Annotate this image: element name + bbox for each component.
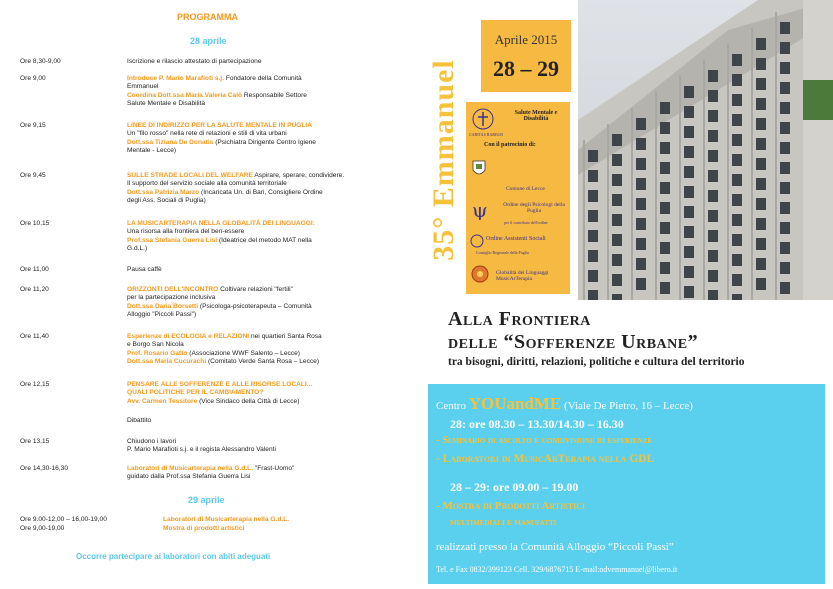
building-window — [588, 190, 598, 202]
building-window — [732, 134, 742, 146]
mostra-line: - Mostra di Prodotti Artistici — [436, 500, 586, 512]
title-box — [428, 300, 818, 376]
building-window — [660, 262, 670, 274]
program-time: Ore 9,00-19,00 — [20, 525, 65, 532]
title-line1: Alla Frontiera — [448, 308, 591, 330]
program-time: Ore 8,30-9,00 — [20, 58, 61, 65]
building-window — [612, 194, 622, 206]
multimediali-line: multimediali e manufatti — [450, 517, 557, 528]
speaker-highlight: LINEE DI INDIRIZZO PER LA SALUTE MENTALE IN PUGLIA — [127, 122, 312, 129]
building-window — [636, 218, 646, 230]
building-window — [756, 98, 766, 110]
speaker-highlight: Avv. Carmen Tessitore — [127, 397, 198, 405]
building-window — [708, 230, 718, 242]
seminario-line: - Seminario di ascolto e condivisione di esperienze — [436, 435, 652, 446]
building-window — [732, 154, 742, 166]
building-photo — [578, 0, 833, 300]
program-description — [163, 516, 383, 524]
speaker-highlight: Mostra di prodotti artistici — [163, 525, 245, 532]
line-text: Dibattito — [127, 417, 152, 424]
line-text: Il supporto del servizio sociale alla comunità territoriale — [127, 180, 287, 188]
building-window — [588, 290, 598, 300]
program-line — [127, 58, 377, 66]
program-line — [127, 389, 377, 397]
building-window — [612, 174, 622, 186]
program-line — [127, 294, 377, 302]
building-window — [780, 62, 790, 74]
building-window — [732, 54, 742, 66]
building-window — [780, 202, 790, 214]
program-description — [127, 122, 377, 155]
program-line — [127, 446, 377, 454]
building-window — [684, 126, 694, 138]
speaker-highlight: SULLE STRADE LOCALI DEL WELFARE — [127, 172, 253, 179]
building-window — [612, 254, 622, 266]
building-window — [732, 274, 742, 286]
building-window — [660, 142, 670, 154]
date-days: 28 – 29 — [493, 56, 559, 81]
program-time: Ore 13,15 — [20, 438, 50, 445]
building-window — [732, 114, 742, 126]
program-line — [127, 473, 377, 481]
program-line — [127, 100, 377, 108]
ordine-psicologi-label: Ordine degli Psicologi della Puglia — [503, 202, 565, 214]
building-window — [660, 222, 670, 234]
building-window — [660, 202, 670, 214]
building-window — [708, 270, 718, 282]
speaker-highlight: Dott.ssa Patrizia Marzo — [127, 188, 200, 196]
program-time: Ore 9,15 — [20, 122, 46, 129]
building-window — [636, 178, 646, 190]
program-time: Ore 9,45 — [20, 172, 46, 179]
line-text: Aspirare, sperare, condividere. — [252, 172, 345, 179]
program-heading: PROGRAMMA — [177, 12, 238, 22]
building-window — [708, 90, 718, 102]
line-text: guidato dalla Prof.ssa Stefania Guerra Lisi — [127, 473, 251, 481]
building-window — [708, 130, 718, 142]
line-text: Alloggio "Piccoli Passi") — [127, 310, 197, 318]
comune-crest-icon — [472, 160, 486, 178]
program-line — [127, 130, 377, 138]
building-window — [756, 178, 766, 190]
program-line — [127, 286, 377, 294]
program-line — [127, 197, 377, 205]
program-line — [127, 237, 377, 245]
caritas-logo-icon — [472, 106, 494, 132]
building-window — [636, 258, 646, 270]
line-text: (Associazione WWF Salento – Lecce) — [187, 349, 300, 357]
program-line — [127, 381, 377, 389]
program-line — [127, 465, 377, 473]
title-line2: delle “Sofferenze Urbane” — [448, 331, 699, 353]
building-window — [708, 250, 718, 262]
building-window — [708, 110, 718, 122]
line-text: Pausa caffè — [127, 266, 162, 273]
program-description — [127, 172, 377, 205]
building-window — [588, 170, 598, 182]
building-window — [732, 234, 742, 246]
line-text: (Psicologa-psicoterapeuta – Comunità — [198, 302, 312, 310]
line-text: (Incaricata Un. di Bari, Consigliere Ordine — [199, 188, 323, 196]
program-line — [127, 220, 377, 228]
line-text: Emmanuel — [127, 83, 159, 91]
line-text: "Frast-Uomo" — [253, 465, 295, 472]
building-window — [756, 238, 766, 250]
program-description — [127, 58, 377, 66]
building-window — [732, 174, 742, 186]
building-window — [780, 102, 790, 114]
building-window — [684, 106, 694, 118]
building-window — [684, 246, 694, 258]
speaker-highlight: QUALI POLITICHE PER IL CAMBIAMENTO? — [127, 389, 264, 397]
program-line — [127, 245, 377, 253]
building-window — [708, 170, 718, 182]
building-window — [756, 78, 766, 90]
building-window — [684, 286, 694, 298]
program-line — [127, 122, 377, 130]
contatti-line: Tel. e Fax 0832/399123 Cell. 329/6876715 E-mail:odvemmanuel@libero.it — [436, 565, 678, 574]
program-description — [127, 286, 377, 319]
building-window — [732, 194, 742, 206]
building-window — [636, 278, 646, 290]
program-line — [127, 266, 377, 274]
building-window — [780, 262, 790, 274]
line-text: G.d.L.) — [127, 244, 148, 252]
program-line — [127, 147, 377, 155]
building-window — [756, 278, 766, 290]
laboratori-line: - Laboratori di MusicArTerapia nella GDL — [436, 453, 655, 465]
building-window — [780, 82, 790, 94]
program-description — [163, 525, 383, 533]
program-time: Ore 12,15 — [20, 381, 50, 388]
program-line — [127, 311, 377, 319]
title-subtitle: tra bisogni, diritti, relazioni, politiche e cultura del territorio — [448, 356, 745, 368]
program-description — [127, 438, 377, 455]
building-window — [780, 162, 790, 174]
line-text: (Ideatrice del metodo MAT nella — [217, 236, 312, 244]
speaker-highlight: Prof.ssa Stefania Guerra Lisi — [127, 236, 218, 244]
building-window — [756, 138, 766, 150]
line-text: Mentale - Lecce) — [127, 146, 177, 154]
day2-heading: 29 aprile — [188, 495, 225, 505]
building-window — [660, 182, 670, 194]
line-text: degli Ass. Sociali di Puglia) — [127, 196, 206, 204]
speaker-highlight: PENSARE ALLE SOFFERENZE E ALLE RISORSE LOCALI... — [127, 381, 313, 388]
building-window — [660, 162, 670, 174]
speaker-highlight: LA MUSICARTERAPIA NELLA GLOBALITÀ DEI LINGUAGGI: — [127, 220, 315, 227]
building-window — [732, 94, 742, 106]
line-text: (Comitato Verde Santa Rosa – Lecce) — [206, 357, 320, 365]
d28-line: 28: ore 08.30 – 13.30/14.30 – 16.30 — [450, 417, 624, 431]
line-text: nei quartieri Santa Rosa — [249, 333, 322, 340]
building-window — [780, 182, 790, 194]
date-box — [481, 20, 571, 92]
building-window — [684, 86, 694, 98]
building-window — [708, 190, 718, 202]
building-window — [780, 142, 790, 154]
line-text: Coltivare relazioni "fertili" — [218, 286, 293, 293]
svg-text:ψ: ψ — [472, 198, 488, 220]
speaker-highlight: Introduce P. Mario Marafioti s.j. — [127, 75, 224, 82]
building-window — [756, 58, 766, 70]
building-window — [756, 258, 766, 270]
ordine-psicologi-sub: per il contributo dell'ordine — [504, 220, 548, 225]
building-window — [684, 186, 694, 198]
building-window — [708, 150, 718, 162]
program-description — [127, 333, 377, 366]
program-time: Ore 9.00-12,00 – 16,00-19,00 — [20, 516, 107, 523]
program-line — [127, 333, 377, 341]
building-window — [684, 166, 694, 178]
speaker-highlight: Laboratori di Musicarterapia nella G.d.L. — [127, 465, 254, 472]
program-line — [127, 189, 377, 197]
centro-name: YOUandME — [468, 394, 562, 413]
building-window — [588, 270, 598, 282]
day1-heading: 28 aprile — [190, 36, 227, 46]
program-description — [127, 220, 377, 253]
globalita-label: Globalità dei Linguaggi MusicArTerapia — [496, 270, 549, 282]
line-text: Iscrizione e rilascio attestato di partecipazione — [127, 58, 262, 65]
building-window — [708, 70, 718, 82]
building-window — [684, 206, 694, 218]
building-window — [756, 118, 766, 130]
building-window — [684, 146, 694, 158]
speaker-highlight: Prof. Rosario Gatto — [127, 349, 188, 357]
building-window — [780, 22, 790, 34]
program-line — [163, 516, 383, 524]
program-time: Ore 11,40 — [20, 333, 49, 340]
ordine-assistenti-sub: Consiglio Regionale della Puglia — [476, 250, 529, 255]
line-text: Chiudono i lavori — [127, 438, 177, 445]
building-window — [732, 214, 742, 226]
realizzati-line: realizzati presso la Comunità Alloggio “Piccoli Passi” — [436, 541, 674, 553]
building-window — [708, 210, 718, 222]
building-window — [756, 158, 766, 170]
building-window — [636, 158, 646, 170]
speaker-highlight: Dott.ssa Maria Cucurachi — [127, 357, 207, 365]
program-time: Ore 9,00 — [20, 75, 46, 82]
program-line — [127, 180, 377, 188]
line-text: per la partecipazione inclusiva — [127, 294, 216, 302]
program-time: Ore 11,00 — [20, 266, 49, 273]
speaker-highlight: Dott.ssa Daria Borsetti — [127, 302, 199, 310]
program-line — [127, 228, 377, 236]
building-window — [660, 122, 670, 134]
building-window — [636, 198, 646, 210]
program-line — [127, 75, 377, 83]
assistenti-logo-icon — [470, 234, 484, 248]
line-text: Fondatore della Comunità — [223, 75, 302, 82]
program-line — [127, 358, 377, 366]
date-month: Aprile 2015 — [494, 32, 558, 47]
building-window — [780, 222, 790, 234]
speaker-highlight: ORIZZONTI DELL'INCONTRO — [127, 286, 219, 293]
building-window — [660, 282, 670, 294]
program-line — [127, 438, 377, 446]
vertical-title: 35° Emmanuel — [427, 59, 460, 261]
program-description — [127, 266, 377, 274]
program-description — [127, 417, 377, 425]
building-window — [756, 218, 766, 230]
program-line — [127, 303, 377, 311]
program-line — [127, 350, 377, 358]
comune-label: Comune di Lecce — [506, 186, 545, 192]
speaker-highlight: Laboratori di Musicarterapia nella G.d.L. — [163, 516, 290, 523]
building-window — [612, 214, 622, 226]
building-window — [660, 242, 670, 254]
line-text: Salute Mentale e Disabilità — [127, 99, 206, 107]
building-window — [780, 42, 790, 54]
building-window — [732, 74, 742, 86]
building-window — [756, 198, 766, 210]
line-text: Una risorsa alla frontiera del ben-essere — [127, 228, 245, 236]
program-line — [127, 83, 377, 91]
program-time: Ore 10,15 — [20, 220, 50, 227]
building-window — [780, 282, 790, 294]
globalita-logo-icon — [470, 264, 490, 284]
program-description — [127, 465, 377, 482]
building-window — [612, 154, 622, 166]
program-time: Ore 14,30-16,30 — [20, 465, 69, 472]
building-window — [588, 250, 598, 262]
line-text: P. Mario Marafioti s.j. e il regista Alessandro Valenti — [127, 446, 276, 454]
building-window — [612, 274, 622, 286]
line-text: (Vice Sindaco della Città di Lecce) — [197, 397, 300, 405]
building-window — [732, 254, 742, 266]
patronage-box — [466, 102, 570, 294]
program-line — [127, 341, 377, 349]
building-window — [636, 238, 646, 250]
building-window — [588, 150, 598, 162]
centro-line: Centro YOUandME (Viale De Pietro, 16 – Lecce) — [436, 394, 693, 413]
caritas-logo-text: CARITAS BARIUM — [469, 132, 503, 137]
ordine-assistenti-label: Ordine Assistenti Sociali — [486, 236, 546, 242]
building-window — [660, 102, 670, 114]
line-text: Un "filo rosso" nella rete di relazioni e stili di vita urbani — [127, 130, 287, 138]
building-window — [612, 134, 622, 146]
program-line — [163, 525, 383, 533]
program-line — [127, 172, 377, 180]
building-window — [588, 230, 598, 242]
d2829-line: 28 – 29: ore 09.00 – 19.00 — [450, 480, 579, 494]
patronage-header: Con il patrocinio di: — [484, 142, 536, 148]
program-description — [127, 381, 377, 406]
psi-logo-icon — [470, 198, 492, 220]
building-window — [588, 210, 598, 222]
program-time: Ore 11,20 — [20, 286, 49, 293]
building-window — [684, 266, 694, 278]
speaker-highlight: Coordina Dott.ssa Maria Valeria Calò — [127, 91, 243, 99]
program-line — [127, 139, 377, 147]
note: Occorre partecipare ai laboratori con abiti adeguati — [76, 552, 271, 561]
line-text: e Borgo San Nicola — [127, 341, 184, 349]
building-window — [612, 234, 622, 246]
building-window — [756, 38, 766, 50]
program-description — [127, 75, 377, 108]
building-window — [636, 118, 646, 130]
salute-mentale-label: Salute Mentale e Disabilità — [514, 110, 558, 122]
info-box — [428, 384, 825, 584]
program-line — [127, 417, 377, 425]
building-window — [780, 242, 790, 254]
line-text: (Psichiatra Dirigente Centro Igiene — [213, 138, 316, 146]
program-line — [127, 92, 377, 100]
building-window — [780, 122, 790, 134]
speaker-highlight: Esperienze di ECOLOGIA e RELAZIONI — [127, 333, 250, 340]
speaker-highlight: Dott.ssa Tiziana De Donatis — [127, 138, 214, 146]
building-window — [708, 290, 718, 300]
line-text: Responsabile Settore — [242, 91, 307, 99]
building-window — [684, 226, 694, 238]
building-window — [636, 138, 646, 150]
program-line — [127, 398, 377, 406]
